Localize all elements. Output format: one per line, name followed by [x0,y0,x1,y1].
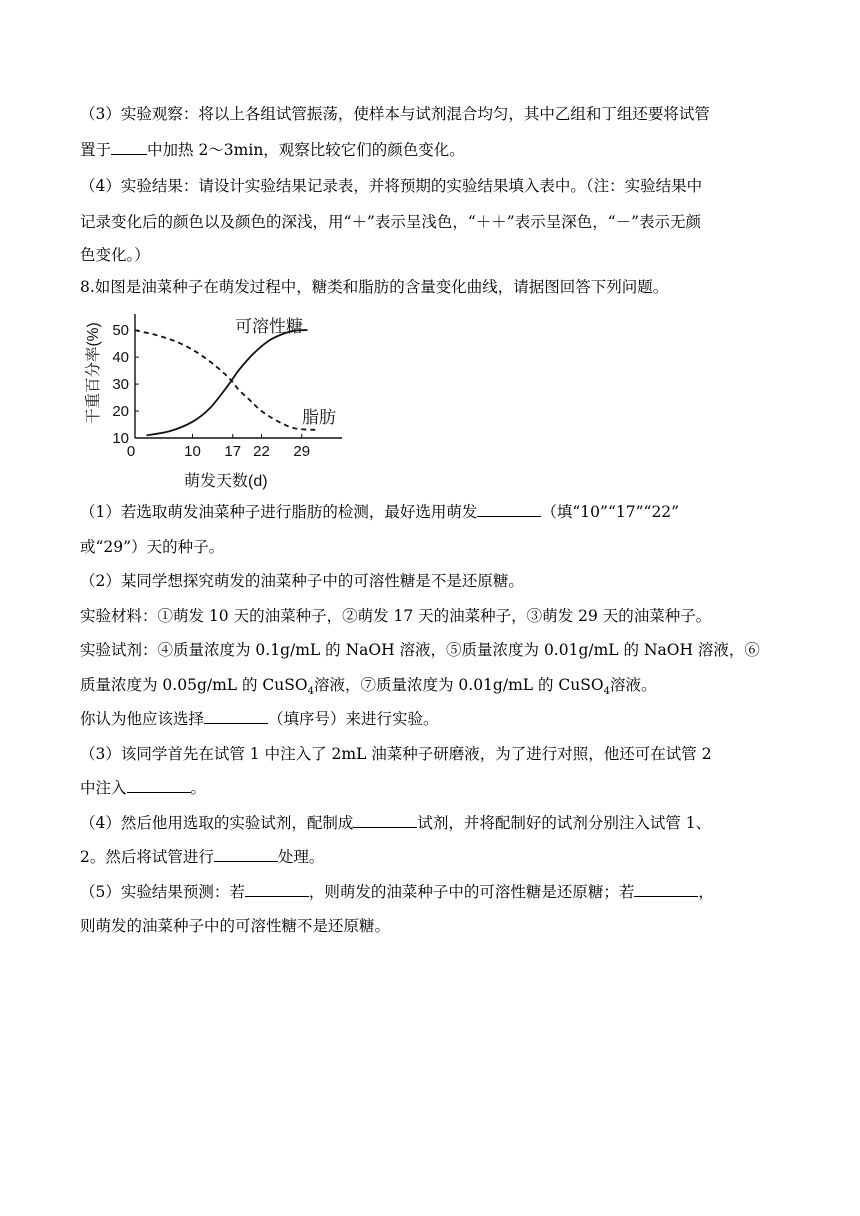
q8-part1-line2: 或“29”）天的种子。 [80,538,225,556]
q8-stem: 8.如图是油菜种子在萌发过程中，糖类和脂肪的含量变化曲线，请据图回答下列问题。 [80,278,669,296]
q8-part5-text: （5）实验结果预测：若 [80,883,245,901]
x-tick-label: 17 [224,443,242,460]
y-axis-label: 干重百分率(%) [85,322,102,424]
q7-part3-text: 中加热 2～3min，观察比较它们的颜色变化。 [147,141,465,159]
q7-part4-line1: （4）实验结果：请设计实验结果记录表，并将预期的实验结果填入表中。（注：实验结果中 [80,177,703,195]
q8-part2-choice [80,709,792,729]
q8-part4-text: 试剂，并将配制好的试剂分别注入试管 1、 [417,814,712,832]
q7-part3-line2 [80,140,792,160]
q8-part4-text: 2。然后将试管进行 [80,848,214,866]
q8-part5-text: ，则萌发的油菜种子中的可溶性糖是还原糖；若 [308,883,635,901]
q8-part3-text: 中注入 [80,779,127,797]
q8-part2-text: 质量浓度为 0.05g/mL 的 CuSO [80,676,308,694]
y-tick-label: 40 [112,349,129,367]
series-label-fat: 脂肪 [302,408,336,427]
x-axis-label: 萌发天数(d) [184,473,268,490]
q8-part4-text: （4）然后他用选取的实验试剂，配制成 [80,814,354,832]
q8-part5-text: ， [698,883,714,901]
q8-part2-line1: （2）某同学想探究萌发的油菜种子中的可溶性糖是不是还原糖。 [80,572,524,590]
content-change-chart [80,306,350,492]
y-tick-label: 10 [112,430,129,447]
answer-blank[interactable] [353,813,417,828]
q8-part2-materials: 实验材料：①萌发 10 天的油菜种子，②萌发 17 天的油菜种子，③萌发 29 天的油菜种子。 [80,607,712,625]
q8-part3-line1: （3）该同学首先在试管 1 中注入了 2mL 油菜种子研磨液，为了进行对照，他还可在试管 2 [80,745,712,763]
chart-series [135,330,319,435]
q8-part3-line2 [80,778,792,798]
q8-part1-text: （1）若选取萌发油菜种子进行脂肪的检测，最好选用萌发 [80,503,478,521]
answer-blank[interactable] [204,709,268,724]
answer-blank[interactable] [127,778,191,793]
q8-part2-reagents-line2 [80,675,792,695]
q8-part4-line2 [80,847,792,867]
soluble-sugar-line [147,330,308,435]
q8-part4-text: 处理。 [277,848,325,866]
q7-part3-line1: （3）实验观察：将以上各组试管振荡，使样本与试剂混合均匀，其中乙组和丁组还要将试管 [80,105,710,123]
answer-blank[interactable] [245,882,309,897]
q8-part2-text: 溶液。 [609,676,657,694]
y-tick-label: 20 [112,403,129,421]
q8-part2-text: 溶液，⑦质量浓度为 0.01g/mL 的 CuSO [313,676,604,694]
chart-ticks [112,322,310,460]
q7-part3-text: 置于 [80,141,112,159]
subscript: 4 [307,686,314,695]
q8-part2-text: 你认为他应该选择 [80,710,205,728]
x-tick-label: 29 [293,443,311,460]
q8-part5-line1 [80,882,792,902]
q7-part4-line2: 记录变化后的颜色以及颜色的深浅，用“＋”表示呈浅色，“＋＋”表示呈深色，“－”表示无颜 [80,213,702,231]
y-tick-label: 50 [112,322,129,340]
answer-blank[interactable] [214,847,278,862]
y-tick-label: 30 [112,376,129,394]
q8-part3-text: 。 [190,779,207,797]
q8-part4-line1 [80,813,792,833]
q8-part5-line2: 则萌发的油菜种子中的可溶性糖不是还原糖。 [80,917,391,935]
answer-blank[interactable] [111,140,147,155]
x-tick-label: 0 [126,443,136,460]
x-tick-label: 10 [184,443,201,460]
x-tick-label: 22 [253,443,270,460]
q7-part4-line3: 色变化。） [80,246,150,264]
q8-part2-reagents-line1: 实验试剂：④质量浓度为 0.1g/mL 的 NaOH 溶液，⑤质量浓度为 0.01g/mL 的 NaOH 溶液，⑥ [80,641,760,659]
answer-blank[interactable] [634,882,698,897]
series-label-soluble-sugar: 可溶性糖 [235,317,303,336]
q8-part1-text: （填“10”“17”“22” [541,503,680,521]
fat-line [135,330,319,430]
q8-part2-text: （填序号）来进行实验。 [268,710,439,728]
q8-part1-line1 [80,502,792,522]
answer-blank[interactable] [477,502,541,517]
subscript: 4 [603,686,610,695]
